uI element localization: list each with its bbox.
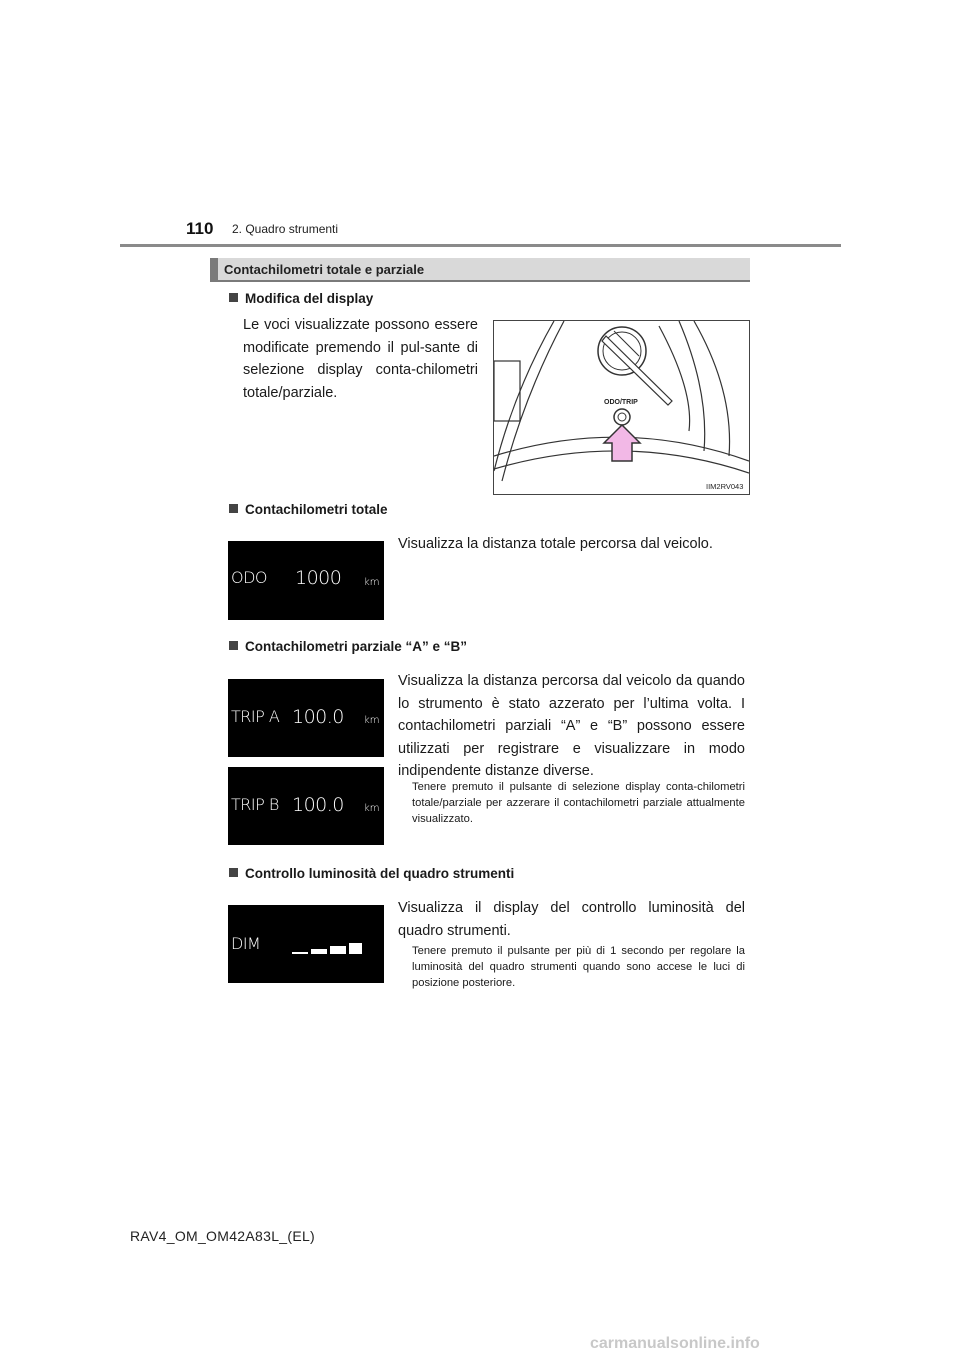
odometer-text: Visualizza la distanza totale percorsa dal veicolo. (398, 536, 713, 552)
section-title: Contachilometri totale e parziale (224, 262, 425, 277)
lcd-trip-a-value: 100.0 (292, 706, 344, 728)
brightness-bar-1 (292, 952, 308, 954)
odo-trip-button-label: ODO/TRIP (604, 399, 638, 406)
lcd-trip-b-label: TRIP B (231, 795, 279, 814)
lcd-odo-unit: km (364, 577, 380, 588)
figure-code: IIM2RV043 (706, 482, 744, 491)
square-bullet-icon (229, 293, 238, 302)
header-rule (120, 244, 841, 247)
lcd-trip-a (228, 679, 384, 757)
cluster-illustration (493, 320, 750, 495)
heading-brightness: Controllo luminosità del quadro strumenti (229, 866, 514, 881)
brightness-text: Visualizza il display del controllo luminosità del quadro strumenti. (398, 900, 745, 939)
brightness-bar-4 (349, 943, 362, 954)
brightness-bar-3 (330, 946, 346, 954)
square-bullet-icon (229, 641, 238, 650)
heading-odometer: Contachilometri totale (229, 502, 388, 517)
brightness-level-bars (292, 941, 362, 955)
lcd-trip-a-unit: km (364, 715, 380, 726)
lcd-odo-label: ODO (231, 568, 268, 587)
square-bullet-icon (229, 504, 238, 513)
cluster-drawing (494, 321, 749, 494)
watermark: carmanualsonline.info (590, 1335, 760, 1352)
square-bullet-icon (229, 868, 238, 877)
lcd-trip-b (228, 767, 384, 845)
footer-manual-code: RAV4_OM_OM42A83L_(EL) (130, 1228, 316, 1244)
lcd-odo-value: 1000 (295, 567, 342, 589)
lcd-odo (228, 541, 384, 620)
lcd-trip-b-unit: km (364, 803, 380, 814)
heading-display-change: Modifica del display (229, 291, 373, 306)
brightness-note: Tenere premuto il pulsante per più di 1 secondo per regolare la luminosità del quadro strumenti quando sono accese le luci di posizione posteriore. (412, 945, 745, 989)
brightness-bar-2 (311, 949, 327, 954)
trip-text: Visualizza la distanza percorsa dal veicolo da quando lo strumento è stato azzerato per l’ultima volta. I contachilometri parziali “A” e “B” possono essere utilizzati per registrare e visualizzare in modo indipendente distanze diverse. (398, 673, 745, 779)
heading-trip: Contachilometri parziale “A” e “B” (229, 639, 467, 654)
chapter-title: 2. Quadro strumenti (232, 222, 339, 236)
section-accent (210, 258, 218, 280)
page-number: 110 (186, 219, 214, 238)
display-change-text: Le voci visualizzate possono essere modificate premendo il pul-sante di selezione display conta-chilometri totale/parziale. (243, 317, 478, 401)
lcd-trip-a-label: TRIP A (231, 707, 280, 726)
lcd-dim-label: DIM (231, 934, 261, 953)
lcd-dim (228, 905, 384, 983)
section-title-bar (210, 258, 750, 282)
trip-note: Tenere premuto il pulsante di selezione display conta-chilometri totale/parziale per azzerare il contachilometri parziale attualmente visualizzato. (412, 781, 745, 825)
lcd-trip-b-value: 100.0 (292, 794, 344, 816)
